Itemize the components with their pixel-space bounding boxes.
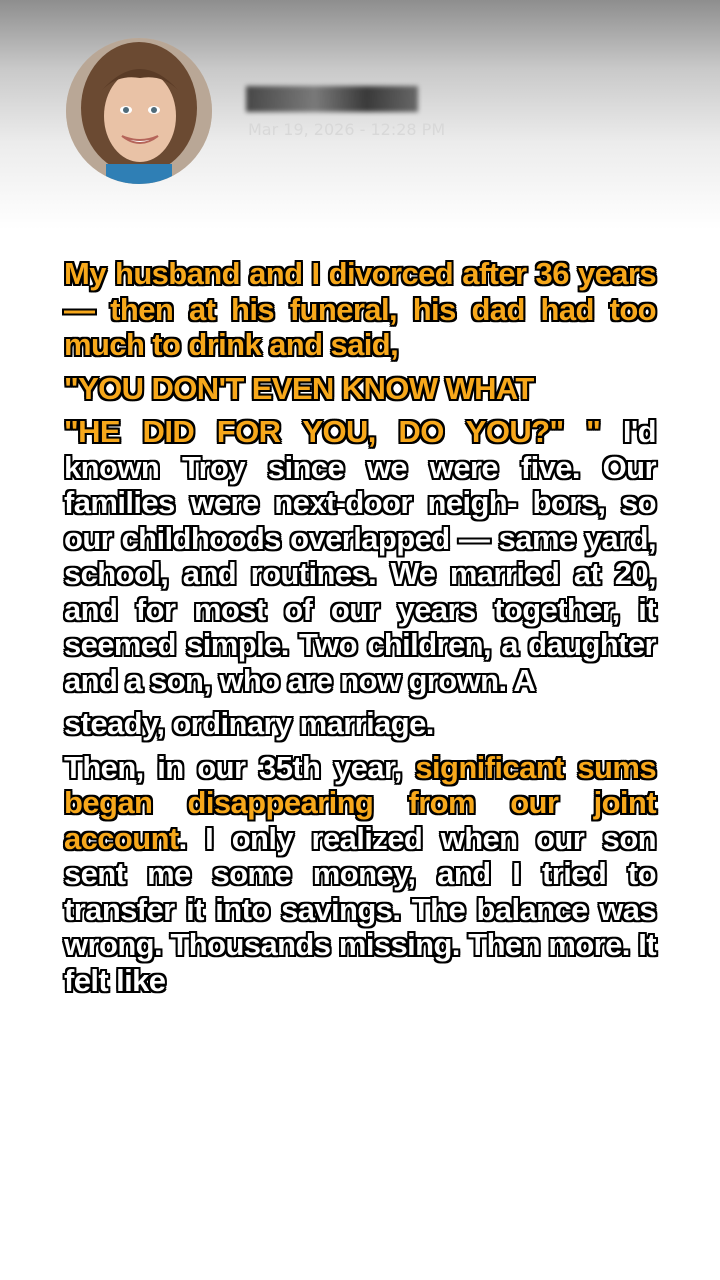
story-quote-line-2: "HE DID FOR YOU, DO YOU?" " bbox=[64, 414, 601, 449]
author-name-redacted[interactable] bbox=[246, 86, 418, 112]
story-quote-line-1: "YOU DON'T EVEN KNOW WHAT bbox=[64, 370, 534, 406]
story-body bbox=[64, 256, 656, 998]
author-avatar[interactable] bbox=[66, 38, 212, 184]
story-paragraph-1-text: I'd known Troy since we were five. Our families were next-door neigh- bors, so our childhoods overlapped — same yard, school, and routines. We married at 20, and for most of our years together, it seemed simple. Two children, a daughter and a son, who are now grown. A bbox=[64, 414, 656, 698]
story-title: My husband and I divorced after 36 years — then at his funeral, his dad had too much to drink and said, bbox=[64, 256, 656, 362]
post-timestamp: Mar 19, 2026 - 12:28 PM bbox=[248, 120, 446, 139]
story-highlight: significant sums began disappearing from our joint account bbox=[64, 749, 656, 856]
story-paragraph-2: steady, ordinary marriage. bbox=[64, 706, 434, 741]
story-paragraph-3-end: . I only realized when our son sent me some money, and I tried to transfer it into savings. The balance was wrong. Thousands missing. Then more. It felt like bbox=[64, 820, 656, 998]
avatar-photo bbox=[66, 38, 212, 184]
story-paragraph-1 bbox=[64, 414, 656, 698]
story-paragraph-3-start: Then, in our 35th year, bbox=[64, 749, 402, 785]
story-paragraph-3 bbox=[64, 750, 656, 999]
